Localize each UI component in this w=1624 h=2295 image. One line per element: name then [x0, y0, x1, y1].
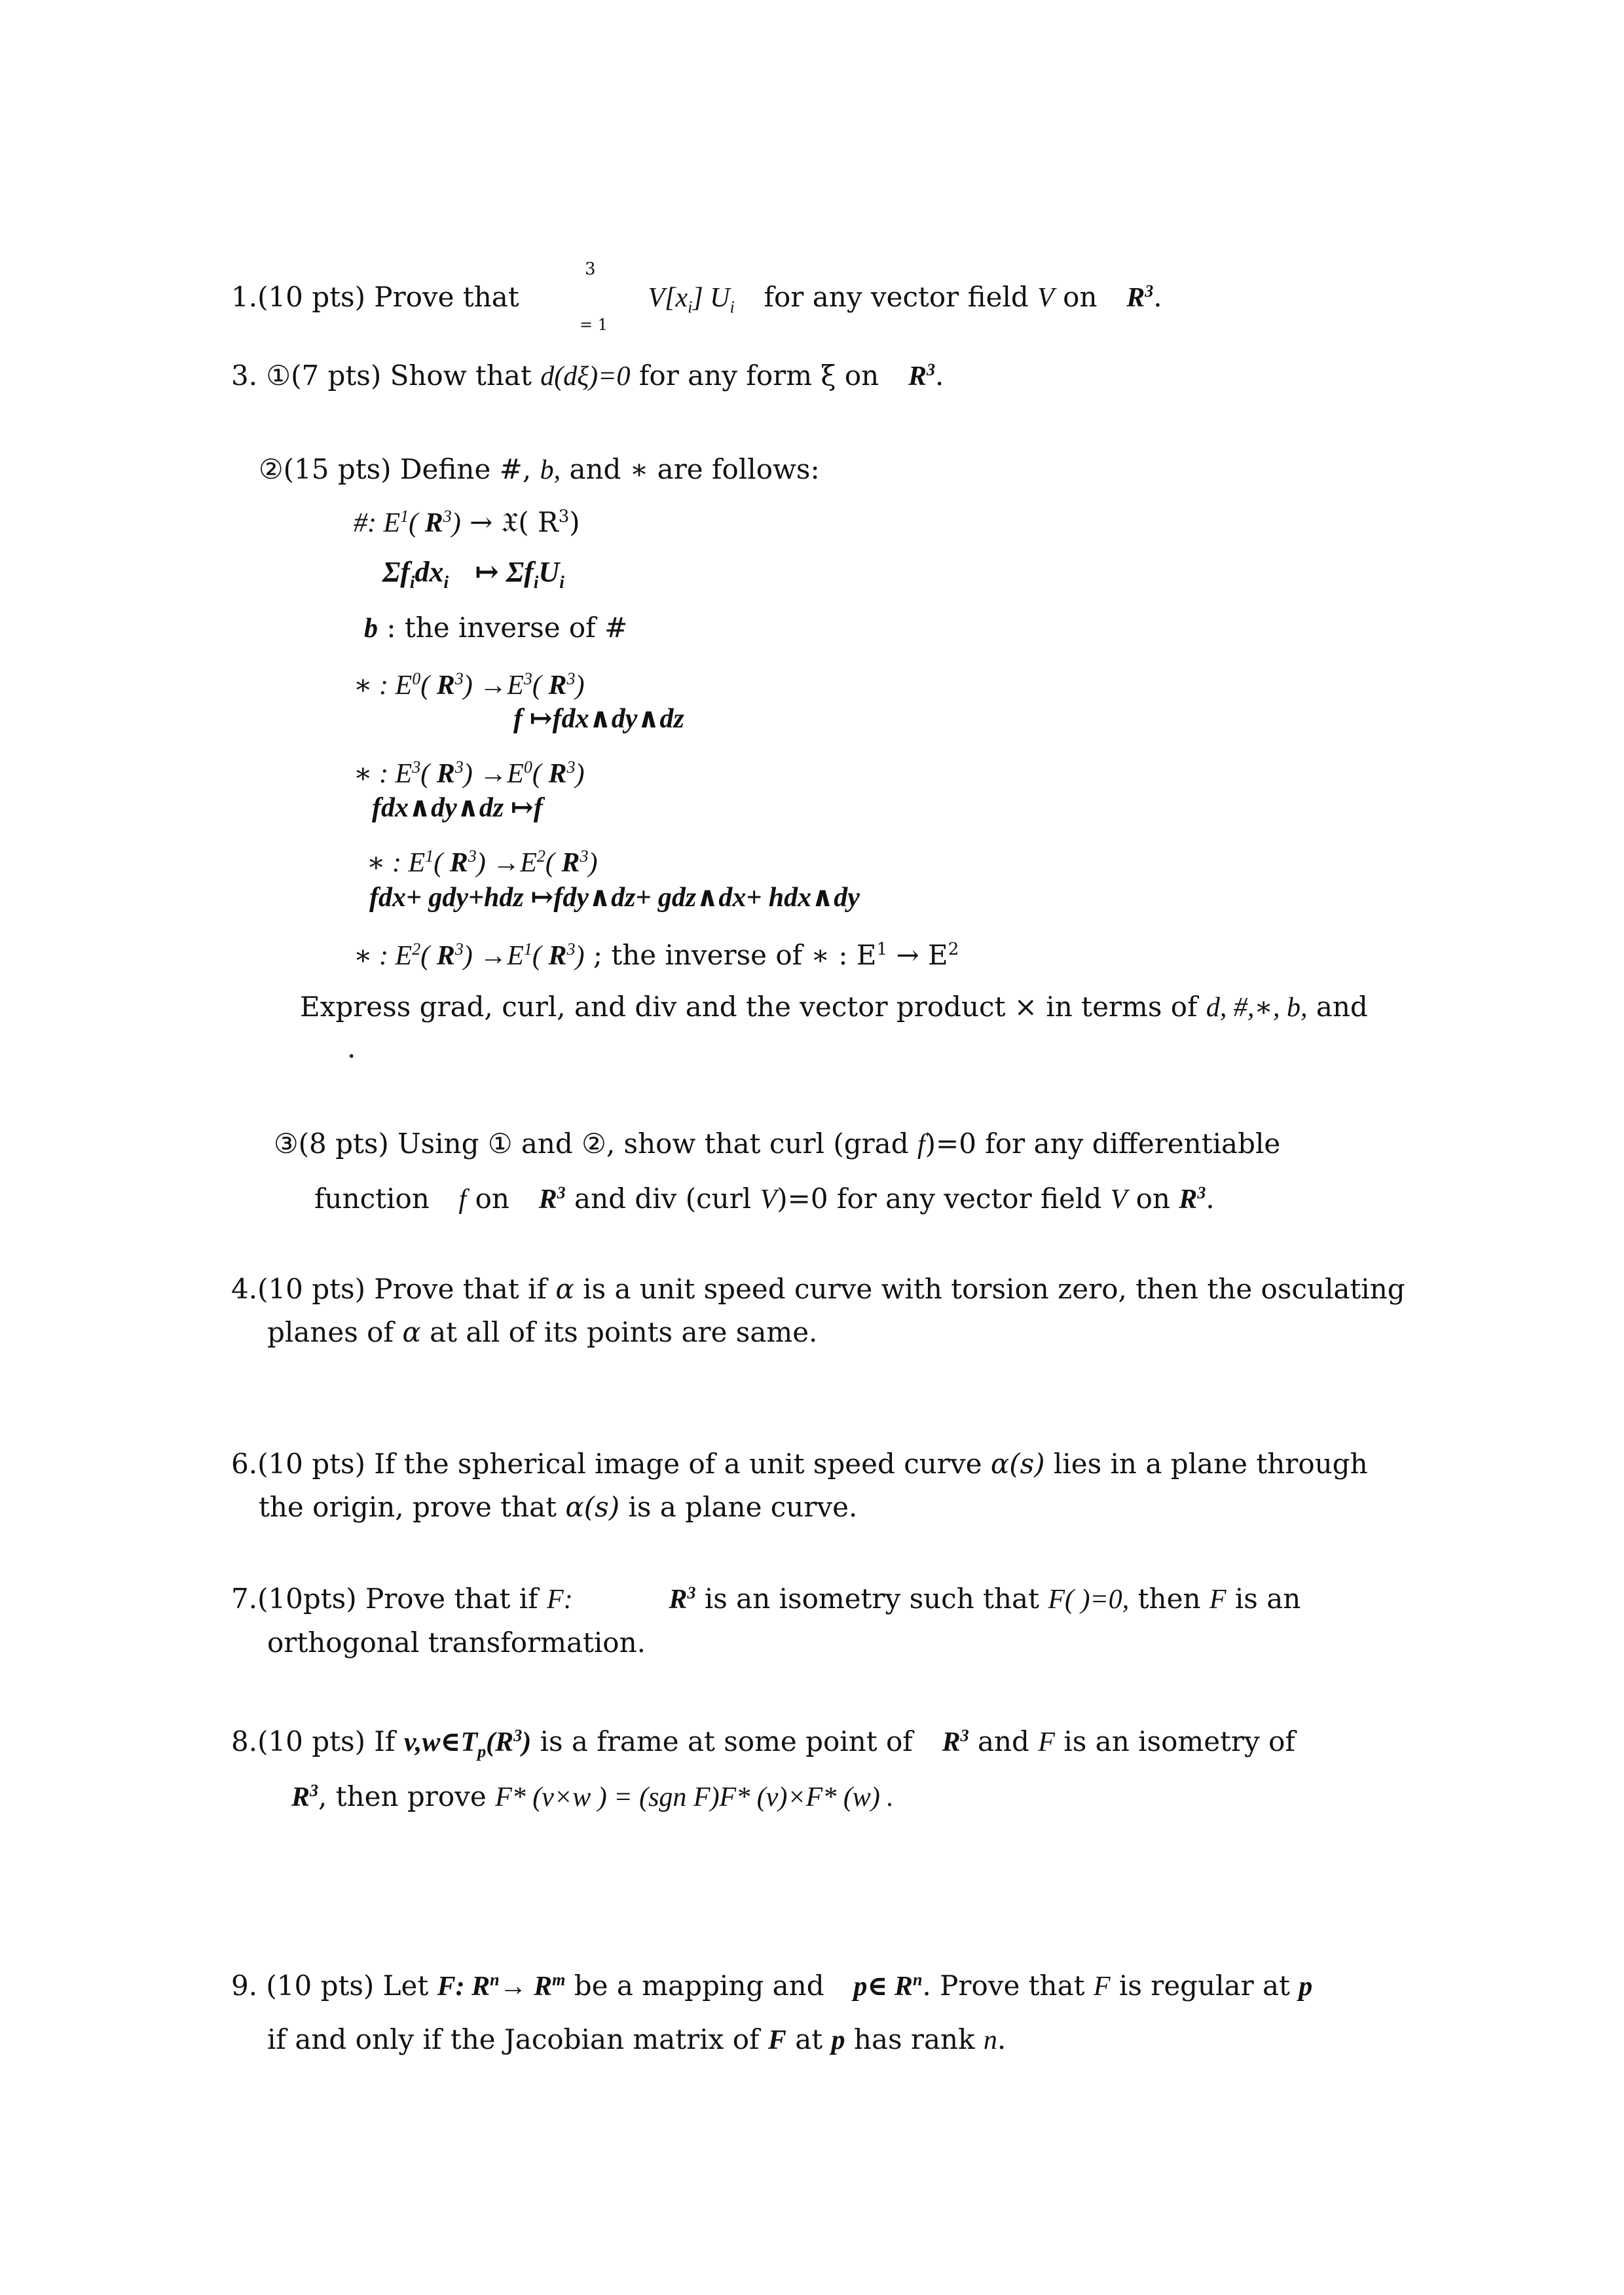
q4-line2: planes of α at all of its points are same.: [267, 1316, 818, 1348]
q7-line1: 7.(10pts) Prove that if F: $R^3$ is an isometry such that F( )=0, then F is an: [231, 1583, 1301, 1615]
q9-line1: 9. (10 pts) Let F: $R^n\to R^m$ be a mapping and p∈ $R^n$. Prove that F is regular at p: [231, 1970, 1313, 2002]
q1-label: 1.(10 pts) Prove that: [231, 281, 519, 313]
star-elem-1-2: fdx+ gdy+hdz ↦fdy∧dz+ gdz∧dx+ hdx∧dy: [369, 883, 860, 913]
q1-dot: .: [1153, 281, 1162, 313]
q6-line1: 6.(10 pts) If the spherical image of a unit speed curve α(s) lies in a plane through: [231, 1448, 1368, 1480]
q1-line: [231, 281, 1162, 317]
express-line: Express grad, curl, and div and the vector product × in terms of d, #,∗, b, and: [300, 991, 1368, 1023]
express-symbols: d, #,∗, b,: [1206, 993, 1308, 1023]
q7-line2: orthogonal transformation.: [267, 1626, 646, 1659]
q6-line2: the origin, prove that α(s) is a plane curve.: [259, 1491, 858, 1523]
q3-part3-line2: function f on $R^3$ and div (curl V)=0 for any vector field V on $R^3$.: [314, 1183, 1215, 1215]
q9-line2: if and only if the Jacobian matrix of F at p has rank n.: [267, 2023, 1006, 2055]
star-elem-3-0: fdx∧dy∧dz ↦f: [372, 793, 543, 823]
q1-R: $R^3$: [1126, 282, 1154, 313]
q1-tail: for any vector field: [764, 281, 1029, 313]
sharp-map: #: $E^1$( $R^3$) → 𝔛( $R^3$): [354, 506, 580, 538]
sharp-element: $\Sigma f_idx_i$ ↦ $\Sigma f_iU_i$: [382, 556, 564, 592]
q1-expr: $V[x_i]$ $U_i$: [648, 283, 735, 317]
star-map-1-2: ∗ : $E^1$( $R^3) \to E^2$( $R^3$): [367, 847, 598, 878]
q1-V: V: [1037, 283, 1054, 313]
express-dot: .: [347, 1032, 356, 1064]
q3-part3-line1: ③(8 pts) Using ① and ②, show that curl (grad f)=0 for any differentiable: [274, 1128, 1281, 1160]
star-map-2-1: ∗ : $E^2$( $R^3) \to E^1$( $R^3$) ; the inverse of ∗ : $E^1 \to E^2$: [354, 939, 959, 971]
q4-line1: 4.(10 pts) Prove that if α is a unit speed curve with torsion zero, then the osculating: [231, 1273, 1405, 1305]
q1-sum-bottom: = 1: [580, 316, 608, 334]
star-elem-0-3: f ↦fdx∧dy∧dz: [513, 704, 684, 734]
q3-R: $R^3$: [908, 360, 935, 392]
q8-line1: 8.(10 pts) If $v,w\in T_p(R^3)$ is a frame at some point of $R^3$ and F is an isometry of: [231, 1725, 1295, 1761]
q8-line2: $R^3$, then prove F* (v×w ) = (sgn F)F* (v)×F* (w) .: [291, 1780, 894, 1812]
q1-sum-top: 3: [585, 259, 596, 279]
star-map-3-0: ∗ : $E^3$( $R^3) \to E^0$( $R^3$): [354, 758, 585, 789]
q1-on: on: [1063, 281, 1098, 313]
q3-d-d-xi: d(dξ)=0: [540, 361, 631, 392]
flat-symbol: b,: [540, 455, 561, 485]
q8-formula: F* (v×w ) = (sgn F)F* (v)×F* (w) .: [495, 1782, 894, 1812]
q3-part1: 3. ①(7 pts) Show that d(dξ)=0 for any form ξ on $R^3$.: [231, 359, 944, 392]
star-map-0-3: ∗ : $E^0$( $R^3) \to E^3$( $R^3$): [354, 669, 585, 701]
flat-definition: b : the inverse of #: [364, 612, 628, 644]
q3-part2-heading: ②(15 pts) Define #, b, and ∗ are follows:: [259, 453, 820, 485]
